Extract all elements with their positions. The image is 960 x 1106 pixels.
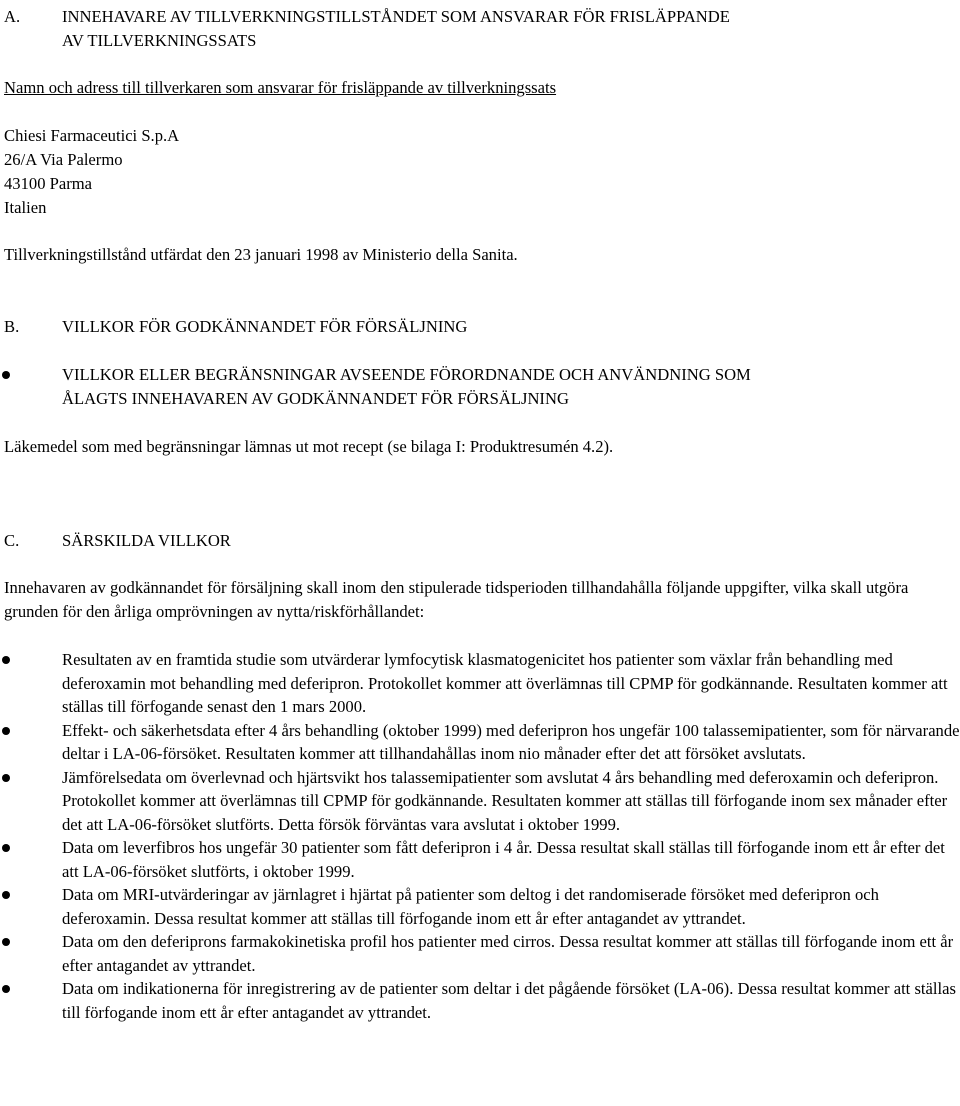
address-line-country: Italien: [4, 198, 47, 217]
section-a-title-line1: INNEHAVARE AV TILLVERKNINGSTILLSTÅNDET SOM ANSVARAR FÖR FRISLÄPPANDE: [62, 7, 730, 26]
list-item: [0, 766, 960, 837]
section-b-letter: B.: [4, 317, 20, 336]
section-b-body: Läkemedel som med begränsningar lämnas ut mot recept (se bilaga I: Produktresumén 4.2).: [4, 437, 614, 456]
list-item-text: Resultaten av en framtida studie som utvärderar lymfocytisk klasmatogenicitet hos patienter som växlar från behandling med deferoxamin mot behandling med deferipron. Protokollet kommer att överlämnas till CPMP för godkännande. Resultaten kommer att ställas till förfogande senast den 1 mars 2000.: [62, 650, 948, 716]
bullet-dot-icon: [2, 656, 10, 664]
bullet-dot-icon: [2, 891, 10, 899]
list-item: [0, 648, 960, 719]
list-item-text: Jämförelsedata om överlevnad och hjärtsvikt hos talassemipatienter som avslutat 4 års behandling med deferoxamin och deferipron. Protokollet kommer att överlämnas till CPMP för godkännande. Resultaten kommer att ställas till förfogande inom sex månader efter det att LA-06-försöket slutförts. Detta försök förväntas vara avslutat i oktober 1999.: [62, 767, 948, 834]
section-c-letter: C.: [4, 531, 20, 550]
address-line-city: 43100 Parma: [4, 174, 93, 193]
list-item-text: Data om indikationerna för inregistrering av de patienter som deltar i det pågående försöket (LA-06). Dessa resultat kommer att ställas till förfogande inom ett år efter antagandet av yttrandet.: [62, 979, 956, 1022]
section-a-title-line2: AV TILLVERKNINGSSATS: [62, 31, 257, 50]
section-b-title: VILLKOR FÖR GODKÄNNANDET FÖR FÖRSÄLJNING: [62, 317, 468, 336]
list-item-text: Data om MRI-utvärderingar av järnlagret i hjärtat på patienter som deltog i det randomiserade försöket med deferipron och deferoxamin. Dessa resultat kommer att ställas till förfogande inom ett år efter antagandet av yttrandet.: [62, 885, 879, 928]
list-item-text: Data om leverfibros hos ungefär 30 patienter som fått deferipron i 4 år. Dessa resultat skall ställas till förfogande inom ett år efter det att LA-06-försöket slutförts, i oktober 1999.: [62, 838, 945, 881]
bullet-dot-icon: [2, 844, 10, 852]
list-item-text: Effekt- och säkerhetsdata efter 4 års behandling (oktober 1999) med deferipron hos ungefär 100 talassemipatienter, som för närvarande deltar i LA-06-försöket. Resultaten kommer att tillhandahållas inom nio månader efter det att försöket avslutats.: [62, 720, 960, 763]
list-item: [0, 977, 960, 1024]
special-conditions-list: [0, 648, 960, 1024]
list-item: [0, 719, 960, 766]
address-line-street: 26/A Via Palermo: [4, 150, 123, 169]
section-c-title: SÄRSKILDA VILLKOR: [62, 531, 231, 550]
bullet-dot-icon: [2, 774, 10, 782]
address-line-company: Chiesi Farmaceutici S.p.A: [4, 126, 180, 145]
bullet-dot-icon: [2, 727, 10, 735]
bullet-dot-icon: [2, 371, 10, 379]
bullet-dot-icon: [2, 985, 10, 993]
license-note: Tillverkningstillstånd utfärdat den 23 januari 1998 av Ministerio della Sanita.: [4, 245, 518, 264]
section-b-bullet-heading-line2: ÅLAGTS INNEHAVAREN AV GODKÄNNANDET FÖR FÖRSÄLJNING: [62, 389, 569, 408]
list-item: [0, 836, 960, 883]
list-item: [0, 930, 960, 977]
list-item-text: Data om den deferiprons farmakokinetiska profil hos patienter med cirros. Dessa resultat kommer att ställas till förfogande inom ett år efter antagandet av yttrandet.: [62, 932, 954, 975]
manufacturer-subheading: Namn och adress till tillverkaren som ansvarar för frisläppande av tillverkningssats: [4, 78, 557, 97]
section-a-letter: A.: [4, 7, 21, 26]
section-b-bullet-heading-line1: VILLKOR ELLER BEGRÄNSNINGAR AVSEENDE FÖRORDNANDE OCH ANVÄNDNING SOM: [62, 365, 751, 384]
bullet-dot-icon: [2, 938, 10, 946]
list-item: [0, 883, 960, 930]
section-c-intro: Innehavaren av godkännandet för försäljning skall inom den stipulerade tidsperioden tillhandahålla följande uppgifter, vilka skall utgöra grunden för den årliga omprövningen av nytta/riskförhållandet:: [4, 578, 909, 621]
